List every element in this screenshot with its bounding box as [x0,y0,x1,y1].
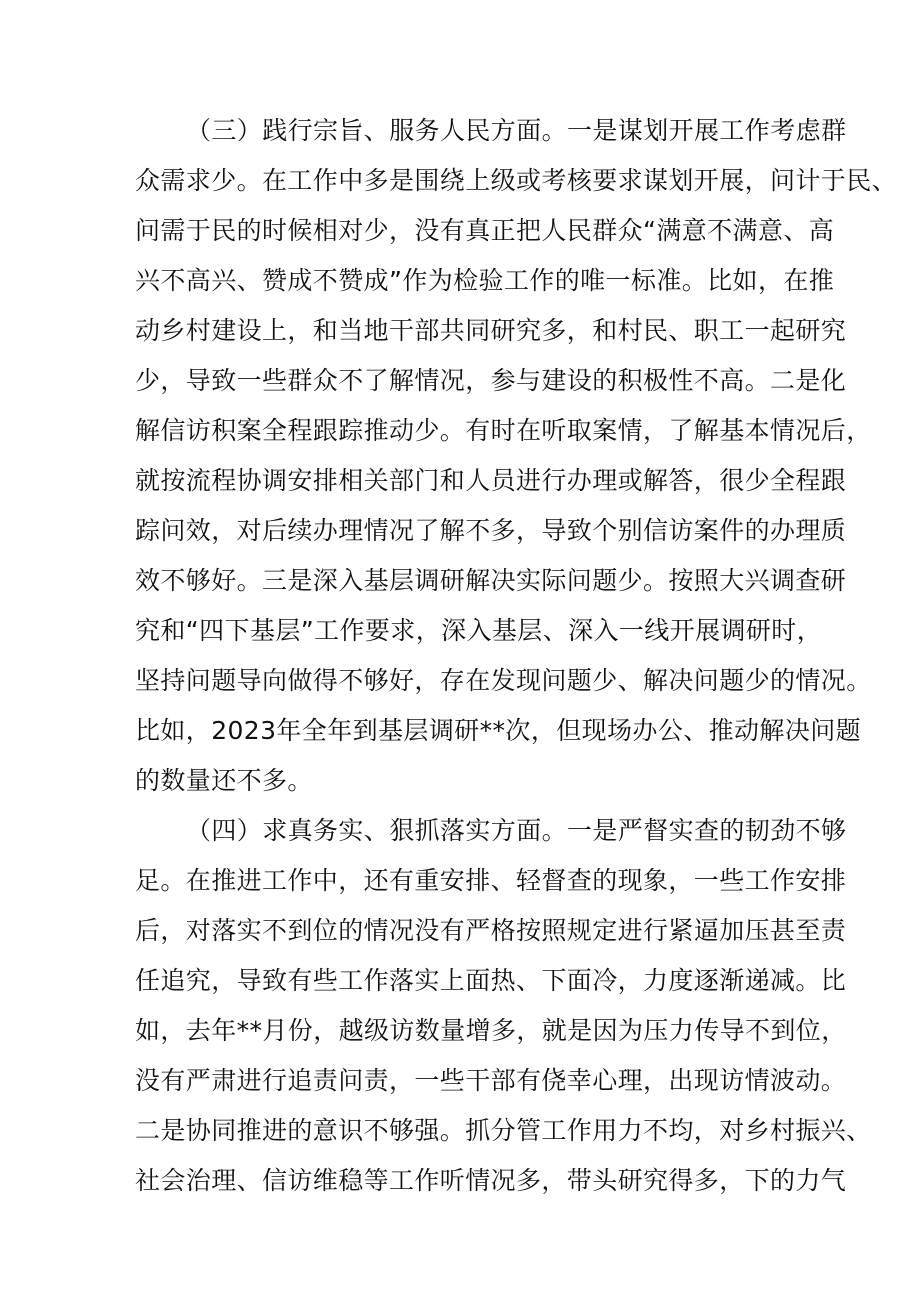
paragraph-3-line-2: 众需求少。在工作中多是围绕上级或考核要求谋划开展，问计于民、 [135,166,898,195]
paragraph-4-line-7: 二是协同推进的意识不够强。抓分管工作用力不均，对乡村振兴、 [135,1116,872,1145]
paragraph-3-line-11: 究和“四下基层”工作要求，深入基层、深入一线开展调研时， [135,616,823,645]
paragraph-3-line-12: 坚持问题导向做得不够好，存在发现问题少、解决问题少的情况。 [135,666,872,695]
paragraph-3-line-3: 问需于民的时候相对少，没有真正把人民群众“满意不满意、高 [135,216,835,245]
paragraph-3-line-5: 动乡村建设上，和当地干部共同研究多，和村民、职工一起研究 [135,316,847,345]
paragraph-3-line-13: 比如，2023年全年到基层调研**次，但现场办公、推动解决问题 [135,716,862,745]
paragraph-4-line-6: 没有严肃进行追责问责，一些干部有侥幸心理，出现访情波动。 [135,1066,847,1095]
paragraph-4-line-8: 社会治理、信访维稳等工作听情况多，带头研究得多，下的力气 [135,1166,847,1195]
paragraph-3-line-6: 少，导致一些群众不了解情况，参与建设的积极性不高。二是化 [135,366,847,395]
paragraph-4-line-3: 后，对落实不到位的情况没有严格按照规定进行紧逼加压甚至责 [135,916,847,945]
paragraph-3-line-1: （三）践行宗旨、服务人民方面。一是谋划开展工作考虑群 [186,116,847,145]
paragraph-3-line-10: 效不够好。三是深入基层调研解决实际问题少。按照大兴调查研 [135,566,847,595]
paragraph-4-line-5: 如，去年**月份，越级访数量增多，就是因为压力传导不到位， [135,1016,847,1045]
paragraph-3-line-7: 解信访积案全程跟踪推动少。有时在听取案情，了解基本情况后， [135,416,872,445]
paragraph-3-line-4: 兴不高兴、赞成不赞成”作为检验工作的唯一标准。比如，在推 [135,266,835,295]
paragraph-4-line-2: 足。在推进工作中，还有重安排、轻督查的现象，一些工作安排 [135,866,847,895]
paragraph-3-line-9: 踪问效，对后续办理情况了解不多，导致个别信访案件的办理质 [135,516,847,545]
paragraph-3-line-8: 就按流程协调安排相关部门和人员进行办理或解答，很少全程跟 [135,466,847,495]
paragraph-4-line-4: 任追究，导致有些工作落实上面热、下面冷，力度逐渐递减。比 [135,966,847,995]
paragraph-4-line-1: （四）求真务实、狠抓落实方面。一是严督实查的韧劲不够 [186,816,847,845]
paragraph-3-line-14: 的数量还不多。 [135,766,313,795]
